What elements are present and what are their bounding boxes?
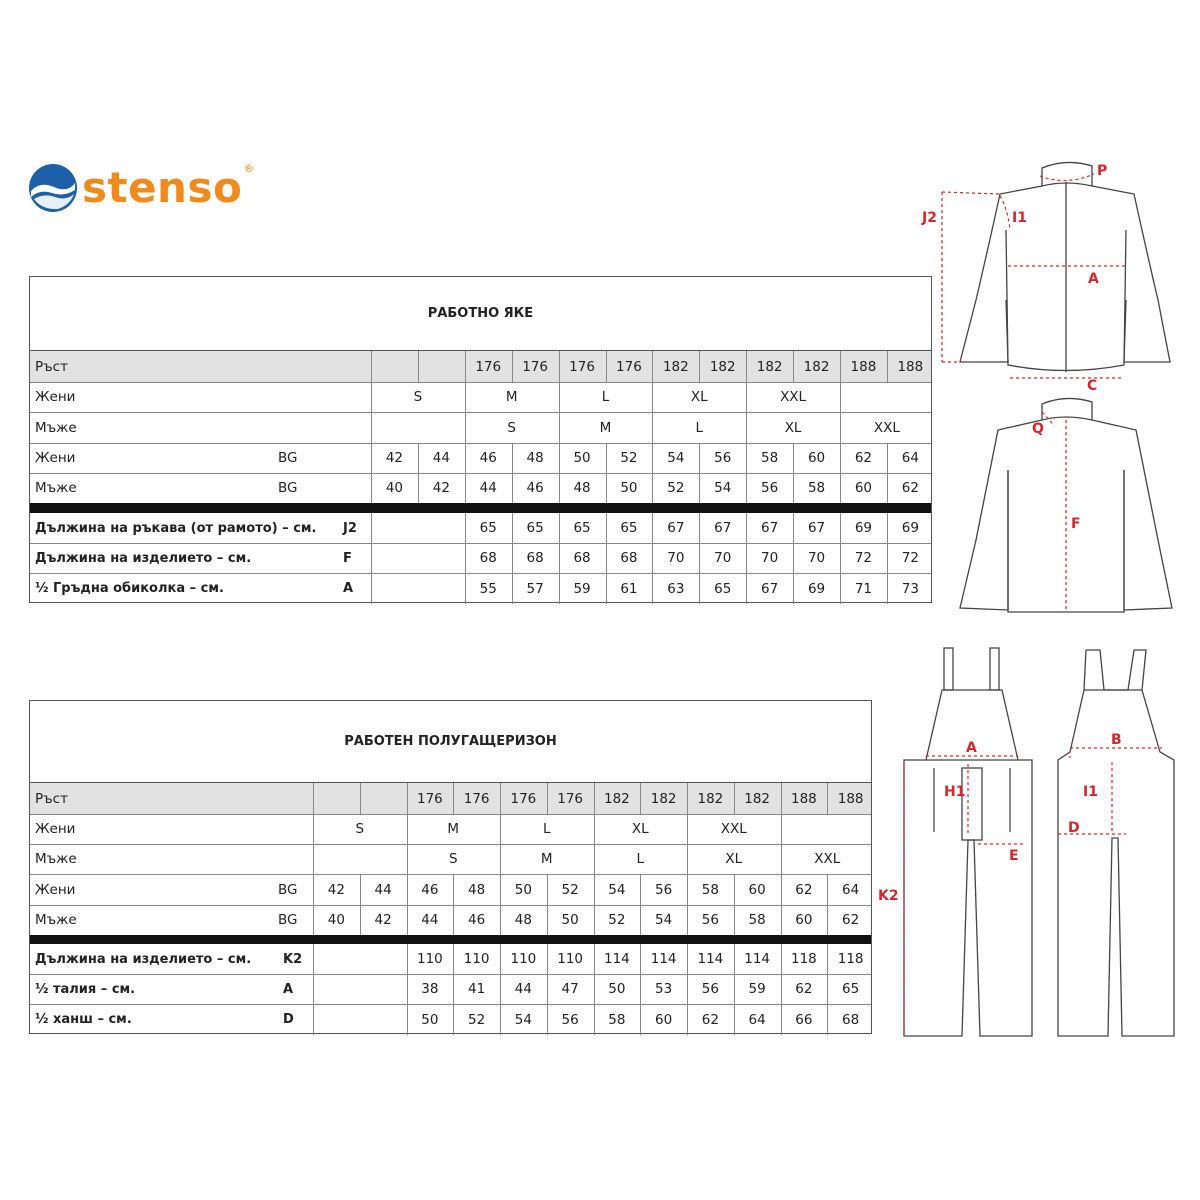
measure-value: 70 bbox=[667, 550, 685, 566]
height-value: 176 bbox=[416, 790, 443, 807]
women-size: XXL bbox=[720, 821, 747, 837]
measure-value: 68 bbox=[526, 550, 544, 566]
label-h1: H1 bbox=[944, 784, 966, 800]
height-value: 176 bbox=[463, 790, 490, 807]
measure-value: 66 bbox=[795, 1011, 813, 1028]
measure-label: Дължина на изделието – см. bbox=[35, 951, 252, 967]
measure-value: 38 bbox=[421, 981, 439, 997]
men-bg-size: 44 bbox=[421, 912, 439, 928]
men-size bbox=[313, 844, 407, 874]
measure-value: 110 bbox=[463, 951, 490, 967]
measure-label: ½ талия – см. bbox=[35, 981, 136, 997]
men-bg-size: 46 bbox=[468, 912, 486, 928]
measure-value: 110 bbox=[510, 951, 537, 967]
men-bg-size: 48 bbox=[573, 480, 591, 496]
measure-value: 69 bbox=[854, 520, 873, 536]
measure-value: 70 bbox=[807, 550, 826, 566]
height-value: 182 bbox=[603, 790, 630, 807]
measure-value: 71 bbox=[854, 580, 873, 597]
measure-value: 67 bbox=[807, 520, 826, 536]
measure-value: 69 bbox=[901, 520, 919, 536]
women-bg-size: 42 bbox=[385, 450, 404, 466]
men-bg-label: Мъже bbox=[35, 480, 77, 496]
height-label: Ръст bbox=[35, 358, 68, 375]
women-size: M bbox=[447, 821, 460, 837]
men-bg-size: 40 bbox=[385, 480, 404, 496]
men-bg-size: 56 bbox=[761, 480, 779, 496]
jacket-size-table bbox=[29, 276, 932, 603]
measure-value: 62 bbox=[795, 981, 813, 997]
measure-code: A bbox=[283, 981, 294, 997]
men-label: Мъже bbox=[35, 419, 77, 436]
overall-front-diagram bbox=[870, 640, 1045, 1050]
stenso-logo bbox=[28, 160, 254, 216]
men-size bbox=[371, 412, 465, 443]
height-value: 182 bbox=[709, 358, 736, 375]
women-bg-size: 62 bbox=[795, 881, 813, 898]
height-value: 182 bbox=[756, 358, 783, 375]
women-bg-size: 46 bbox=[421, 881, 439, 898]
measure-value: 65 bbox=[714, 580, 732, 597]
measure-value: 114 bbox=[697, 951, 724, 967]
measure-value: 64 bbox=[748, 1011, 766, 1028]
men-bg-size: 58 bbox=[748, 912, 766, 928]
label-i1: I1 bbox=[1012, 210, 1027, 226]
measure-value: 114 bbox=[603, 951, 630, 967]
men-size: M bbox=[599, 419, 612, 436]
height-value: 176 bbox=[557, 790, 584, 807]
men-label: Мъже bbox=[35, 851, 77, 867]
height-value bbox=[418, 351, 465, 382]
women-size: XXL bbox=[780, 389, 807, 405]
women-bg-size: 60 bbox=[807, 450, 826, 466]
label-a-front: A bbox=[966, 740, 977, 756]
men-size: XXL bbox=[814, 851, 841, 867]
measure-value: 56 bbox=[561, 1011, 579, 1028]
measure-value: 114 bbox=[650, 951, 677, 967]
height-value: 188 bbox=[837, 790, 864, 807]
height-value bbox=[313, 783, 360, 814]
measure-value: 57 bbox=[526, 580, 544, 597]
measure-value: 60 bbox=[655, 1011, 673, 1028]
label-p: P bbox=[1097, 163, 1108, 179]
women-size: S bbox=[355, 821, 365, 837]
men-bg-size: 62 bbox=[842, 912, 860, 928]
table-title: РАБОТЕН ПОЛУГАЩЕРИЗОН bbox=[30, 701, 871, 783]
women-bg-size: 50 bbox=[514, 881, 532, 898]
measure-value: 67 bbox=[714, 520, 732, 536]
label-c: C bbox=[1087, 378, 1098, 394]
label-f: F bbox=[1071, 516, 1081, 532]
measure-value: 110 bbox=[416, 951, 443, 967]
label-a: A bbox=[1088, 271, 1099, 287]
height-label: Ръст bbox=[35, 790, 68, 807]
men-bg-size: 54 bbox=[655, 912, 673, 928]
height-value: 182 bbox=[662, 358, 689, 375]
measure-code: D bbox=[283, 1012, 294, 1027]
measure-value: 47 bbox=[561, 981, 579, 997]
men-bg-size: 46 bbox=[526, 480, 544, 496]
men-bg-size: 48 bbox=[514, 912, 532, 928]
measure-value: 65 bbox=[526, 520, 544, 536]
women-label: Жени bbox=[35, 821, 76, 837]
label-i1-back: I1 bbox=[1083, 784, 1098, 800]
brand-name: stenso bbox=[82, 163, 243, 212]
women-bg-size: 54 bbox=[608, 881, 626, 898]
men-bg-code: BG bbox=[278, 912, 298, 928]
measure-value: 67 bbox=[761, 520, 779, 536]
men-bg-label: Мъже bbox=[35, 912, 77, 928]
stenso-logo-mark bbox=[28, 163, 78, 213]
section-divider bbox=[30, 503, 931, 513]
measure-value: 56 bbox=[701, 981, 719, 997]
men-bg-size: 50 bbox=[620, 480, 638, 496]
measure-value: 118 bbox=[790, 951, 817, 967]
measure-value: 63 bbox=[667, 580, 685, 597]
measure-value: 72 bbox=[901, 550, 919, 566]
men-size: XL bbox=[784, 419, 802, 436]
measure-value: 41 bbox=[468, 981, 486, 997]
men-bg-code: BG bbox=[278, 480, 298, 496]
men-size: L bbox=[695, 419, 704, 436]
height-value bbox=[360, 783, 407, 814]
measure-code: K2 bbox=[283, 951, 303, 967]
women-bg-size: 42 bbox=[327, 881, 345, 898]
measure-value: 67 bbox=[761, 580, 779, 597]
measure-value: 67 bbox=[667, 520, 685, 536]
women-bg-size: 52 bbox=[561, 881, 579, 898]
measure-value: 50 bbox=[421, 1011, 439, 1028]
measure-value: 70 bbox=[714, 550, 732, 566]
women-bg-size: 50 bbox=[573, 450, 591, 466]
women-size bbox=[781, 814, 875, 844]
women-bg-size: 56 bbox=[655, 881, 673, 898]
women-bg-size: 44 bbox=[374, 881, 392, 898]
measure-value: 44 bbox=[514, 981, 532, 997]
measure-label: Дължина на изделието – см. bbox=[35, 550, 252, 566]
women-bg-size: 56 bbox=[714, 450, 732, 466]
measure-value: 69 bbox=[807, 580, 826, 597]
women-size: S bbox=[413, 389, 423, 405]
women-bg-code: BG bbox=[278, 450, 298, 466]
measure-code: J2 bbox=[343, 520, 357, 536]
label-column-line bbox=[313, 944, 314, 1035]
measure-value: 65 bbox=[573, 520, 591, 536]
height-value: 182 bbox=[803, 358, 830, 375]
men-bg-size: 60 bbox=[854, 480, 873, 496]
measure-value: 73 bbox=[901, 580, 919, 597]
women-bg-size: 64 bbox=[901, 450, 919, 466]
measure-value: 68 bbox=[620, 550, 638, 566]
measure-value: 55 bbox=[479, 580, 497, 597]
label-j2: J2 bbox=[922, 210, 937, 226]
section-divider bbox=[30, 935, 871, 944]
height-value: 176 bbox=[616, 358, 642, 375]
height-value: 176 bbox=[475, 358, 502, 375]
women-bg-size: 54 bbox=[667, 450, 685, 466]
men-bg-size: 50 bbox=[561, 912, 579, 928]
height-value: 182 bbox=[650, 790, 677, 807]
men-bg-size: 42 bbox=[374, 912, 392, 928]
women-bg-label: Жени bbox=[35, 450, 76, 466]
women-bg-size: 60 bbox=[748, 881, 766, 898]
women-bg-size: 62 bbox=[854, 450, 873, 466]
men-size: M bbox=[540, 851, 553, 867]
men-bg-size: 56 bbox=[701, 912, 719, 928]
measure-value: 72 bbox=[854, 550, 873, 566]
men-size: S bbox=[507, 419, 516, 436]
label-e: E bbox=[1009, 848, 1019, 864]
women-size: XL bbox=[690, 389, 708, 405]
measure-value: 118 bbox=[837, 951, 864, 967]
jacket-front-diagram bbox=[910, 150, 1190, 400]
measure-value: 110 bbox=[557, 951, 584, 967]
height-value: 182 bbox=[697, 790, 724, 807]
measure-value: 68 bbox=[479, 550, 497, 566]
overall-size-table bbox=[29, 700, 872, 1034]
measure-value: 59 bbox=[573, 580, 591, 597]
women-bg-size: 48 bbox=[468, 881, 486, 898]
men-bg-size: 54 bbox=[714, 480, 732, 496]
women-bg-size: 46 bbox=[479, 450, 497, 466]
height-value: 176 bbox=[510, 790, 537, 807]
women-size: XL bbox=[631, 821, 649, 837]
table-title: РАБОТНО ЯКЕ bbox=[30, 277, 931, 351]
measure-value: 62 bbox=[701, 1011, 719, 1028]
measure-label: Дължина на ръкава (от рамото) – см. bbox=[35, 520, 317, 536]
women-bg-label: Жени bbox=[35, 881, 76, 898]
measure-code: F bbox=[343, 550, 352, 566]
men-size: L bbox=[636, 851, 645, 867]
men-size: XL bbox=[725, 851, 743, 867]
women-bg-code: BG bbox=[278, 881, 298, 898]
height-value: 176 bbox=[522, 358, 549, 375]
measure-value: 114 bbox=[744, 951, 771, 967]
women-bg-size: 44 bbox=[432, 450, 450, 466]
measure-label: ½ Гръдна обиколка – см. bbox=[35, 581, 224, 596]
women-bg-size: 48 bbox=[526, 450, 544, 466]
measure-value: 65 bbox=[479, 520, 497, 536]
height-value: 188 bbox=[850, 358, 877, 375]
women-size: M bbox=[505, 389, 518, 405]
women-size: L bbox=[542, 821, 551, 837]
men-bg-size: 52 bbox=[608, 912, 626, 928]
men-size: S bbox=[448, 851, 458, 867]
women-size: L bbox=[601, 389, 610, 405]
measure-value: 53 bbox=[655, 981, 673, 997]
men-size: XXL bbox=[873, 419, 900, 436]
label-b: B bbox=[1111, 732, 1122, 748]
measure-value: 68 bbox=[573, 550, 591, 566]
men-bg-size: 40 bbox=[327, 912, 345, 928]
registered-mark: ® bbox=[243, 162, 255, 175]
label-k2: K2 bbox=[878, 888, 899, 904]
height-value: 176 bbox=[569, 358, 595, 375]
men-bg-size: 58 bbox=[807, 480, 826, 496]
measure-value: 65 bbox=[620, 520, 638, 536]
jacket-back-diagram bbox=[950, 395, 1180, 620]
measure-label: ½ ханш – см. bbox=[35, 1012, 132, 1027]
women-bg-size: 52 bbox=[620, 450, 638, 466]
men-bg-size: 60 bbox=[795, 912, 813, 928]
measure-value: 65 bbox=[842, 981, 860, 997]
women-bg-size: 58 bbox=[701, 881, 719, 898]
women-bg-size: 58 bbox=[761, 450, 779, 466]
height-value bbox=[371, 351, 418, 382]
measure-value: 58 bbox=[608, 1011, 626, 1028]
label-d: D bbox=[1068, 820, 1080, 836]
overall-back-diagram bbox=[1040, 640, 1190, 1050]
height-value: 188 bbox=[897, 358, 924, 375]
measure-value: 59 bbox=[748, 981, 766, 997]
measure-value: 68 bbox=[842, 1011, 860, 1028]
measure-code: A bbox=[343, 581, 354, 596]
women-label: Жени bbox=[35, 389, 76, 405]
label-q: Q bbox=[1032, 421, 1044, 437]
women-bg-size: 64 bbox=[842, 881, 860, 898]
men-bg-size: 62 bbox=[901, 480, 919, 496]
men-bg-size: 44 bbox=[479, 480, 497, 496]
measure-value: 50 bbox=[608, 981, 626, 997]
measure-value: 52 bbox=[468, 1011, 486, 1028]
measure-value: 61 bbox=[620, 580, 638, 597]
measure-value: 54 bbox=[514, 1011, 532, 1028]
measure-value: 70 bbox=[761, 550, 779, 566]
men-bg-size: 42 bbox=[432, 480, 450, 496]
men-bg-size: 52 bbox=[667, 480, 685, 496]
height-value: 182 bbox=[744, 790, 771, 807]
height-value: 188 bbox=[790, 790, 817, 807]
